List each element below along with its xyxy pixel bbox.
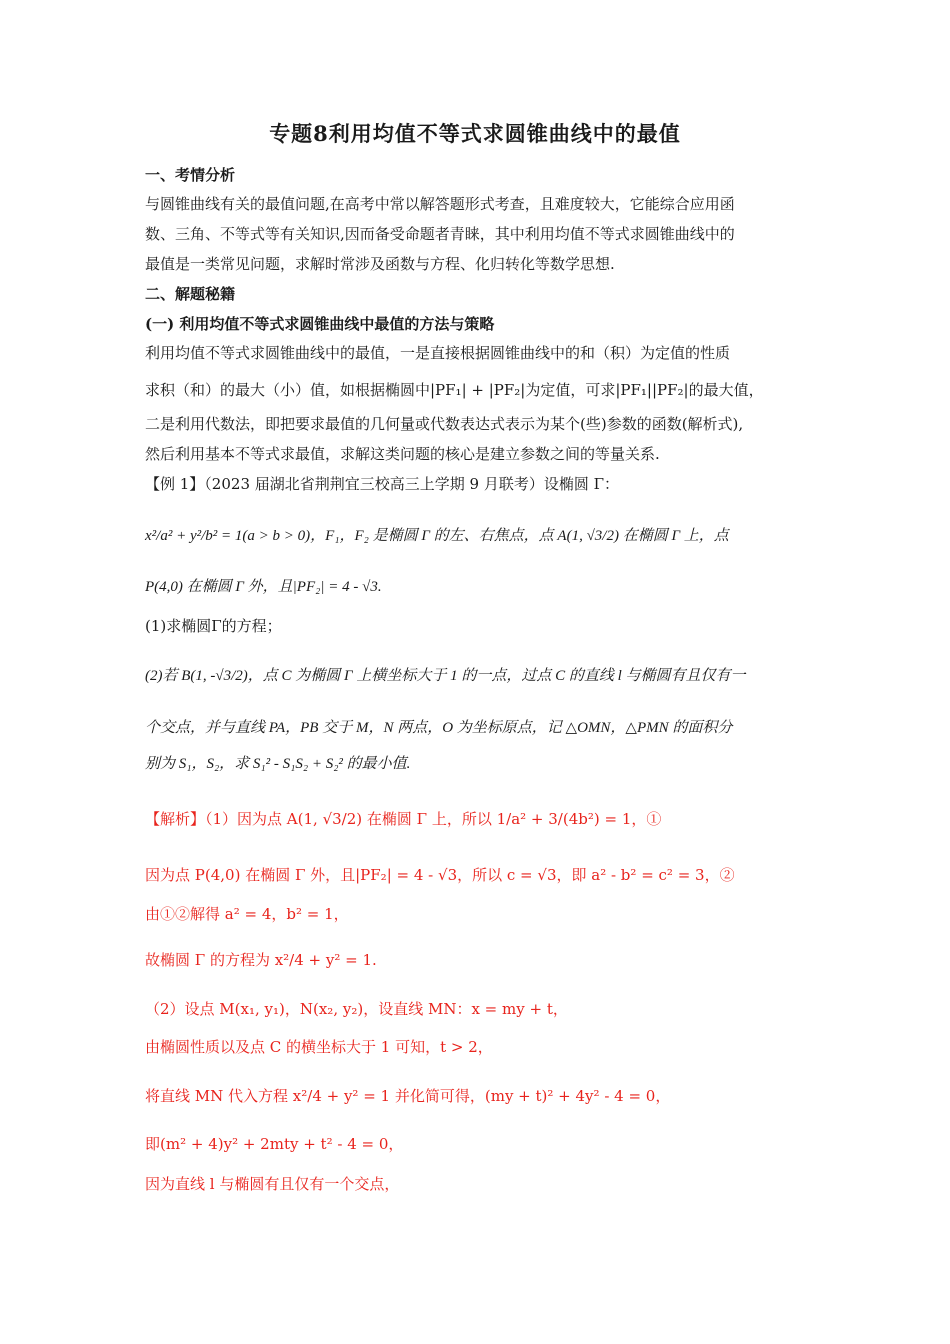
subsection-heading: (一) 利用均值不等式求圆锥曲线中最值的方法与策略 bbox=[145, 315, 495, 333]
solution-line: 将直线 MN 代入方程 x²/4 + y² = 1 并化简可得，(my + t)² + 4y² - 4 = 0， bbox=[145, 1087, 671, 1105]
solution-line: 故椭圆 Γ 的方程为 x²/4 + y² = 1. bbox=[145, 951, 377, 969]
page-title: 专题8利用均值不等式求圆锥曲线中的最值 bbox=[269, 121, 681, 146]
solution-line: 【解析】（1）因为点 A(1, √3/2) 在椭圆 Γ 上，所以 1/a² + 3/(4b²) = 1，① bbox=[145, 810, 662, 828]
solution-line: 由椭圆性质以及点 C 的横坐标大于 1 可知，t > 2， bbox=[145, 1038, 493, 1056]
section-heading-tips: 二、解题秘籍 bbox=[145, 285, 236, 303]
solution-line: （2）设点 M(x₁, y₁)，N(x₂, y₂)，设直线 MN：x = my + t， bbox=[145, 1000, 568, 1018]
example-line: x²/a² + y²/b² = 1(a > b > 0)，F₁，F₂ 是椭圆 Γ 的左、右焦点，点 A(1, √3/2) 在椭圆 Γ 上，点 bbox=[145, 528, 729, 544]
solution-line: 因为点 P(4,0) 在椭圆 Γ 外，且|PF₂| = 4 - √3，所以 c = √3，即 a² - b² = c² = 3，② bbox=[145, 866, 735, 884]
example-line: P(4,0) 在椭圆 Γ 外，且|PF₂| = 4 - √3. bbox=[145, 579, 382, 595]
example-question-2: (2)若 B(1, -√3/2)，点 C 为椭圆 Γ 上横坐标大于 1 的一点，过点 C 的直线 l 与椭圆有且仅有一 bbox=[145, 668, 746, 684]
solution-line: 因为直线 l 与椭圆有且仅有一个交点， bbox=[145, 1175, 400, 1193]
solution-line: 即(m² + 4)y² + 2mty + t² - 4 = 0， bbox=[145, 1135, 404, 1153]
example-line: 别为 S₁，S₂，求 S₁² - S₁S₂ + S₂² 的最小值. bbox=[145, 756, 411, 772]
paragraph-line: 与圆锥曲线有关的最值问题,在高考中常以解答题形式考查，且难度较大，它能综合应用函 bbox=[145, 195, 735, 213]
example-line: 个交点，并与直线 PA，PB 交于 M，N 两点，O 为坐标原点，记 △OMN，△PMN 的面积分 bbox=[145, 720, 733, 736]
example-heading: 【例 1】（2023 届湖北省荆荆宜三校高三上学期 9 月联考）设椭圆 Γ： bbox=[145, 475, 620, 493]
paragraph-line: 求积（和）的最大（小）值，如根据椭圆中|PF₁| + |PF₂|为定值，可求|PF₁||PF₂|的最大值， bbox=[145, 381, 764, 399]
solution-line: 由①②解得 a² = 4，b² = 1， bbox=[145, 905, 349, 923]
paragraph-line: 然后利用基本不等式求最值，求解这类问题的核心是建立参数之间的等量关系. bbox=[145, 445, 660, 463]
paragraph-line: 二是利用代数法，即把要求最值的几何量或代数表达式表示为某个(些)参数的函数(解析式), bbox=[145, 415, 744, 433]
paragraph-line: 最值是一类常见问题，求解时常涉及函数与方程、化归转化等数学思想. bbox=[145, 255, 615, 273]
paragraph-line: 利用均值不等式求圆锥曲线中的最值，一是直接根据圆锥曲线中的和（积）为定值的性质 bbox=[145, 344, 731, 362]
example-question-1: (1)求椭圆Γ的方程； bbox=[145, 617, 282, 635]
paragraph-line: 数、三角、不等式等有关知识,因而备受命题者青睐，其中利用均值不等式求圆锥曲线中的 bbox=[145, 225, 735, 243]
section-heading-analysis: 一、考情分析 bbox=[145, 166, 236, 184]
